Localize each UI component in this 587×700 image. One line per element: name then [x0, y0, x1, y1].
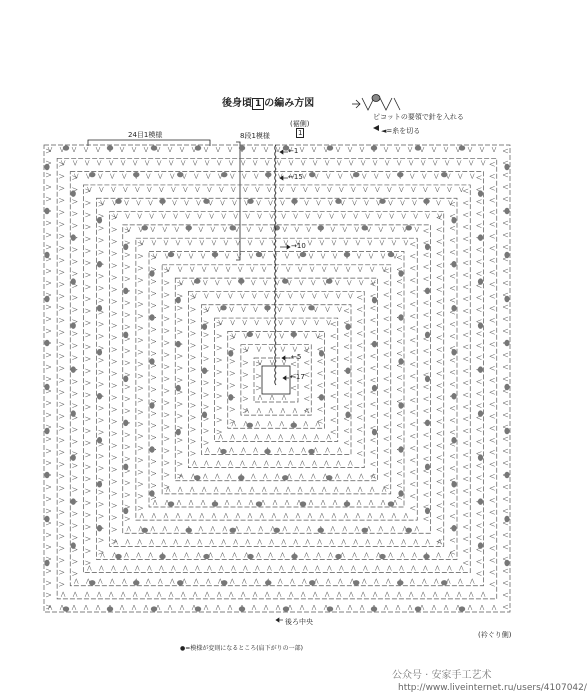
picot-dot — [123, 508, 128, 514]
picot-dot — [212, 501, 218, 506]
picot-legend-icon — [352, 95, 400, 111]
picot-dot — [123, 288, 128, 294]
picot-dot — [415, 145, 421, 150]
picot-dot — [159, 199, 165, 204]
picot-dot — [326, 475, 332, 480]
picot-dot — [423, 199, 429, 204]
picot-dot — [115, 554, 121, 559]
row-label-15: ←15 — [288, 173, 303, 181]
picot-dot — [425, 420, 430, 426]
picot-dot — [149, 490, 154, 496]
picot-dot — [451, 393, 456, 399]
pattern-24-label: 24目1模様 — [128, 131, 163, 139]
picot-dot — [327, 145, 333, 150]
picot-dot — [388, 252, 394, 257]
picot-dot — [44, 208, 49, 214]
picot-dot — [478, 190, 483, 196]
picot-dot — [247, 423, 253, 428]
picot-dot — [195, 606, 201, 611]
picot-dot — [71, 278, 76, 284]
picot-dot — [335, 554, 341, 559]
picot-dot — [107, 606, 113, 611]
picot-dot — [319, 350, 324, 356]
url-watermark: http://www.liveinternet.ru/users/4107042/ — [398, 683, 587, 693]
picot-dot — [344, 501, 350, 506]
picot-dot — [504, 252, 509, 258]
picot-dot — [415, 606, 421, 611]
picot-dot — [283, 606, 289, 611]
picot-dot — [247, 554, 253, 559]
picot-dot — [123, 332, 128, 338]
picot-dot — [451, 481, 456, 487]
picot-dot — [44, 296, 49, 302]
picot-dot — [353, 172, 359, 177]
picot-dot — [97, 525, 102, 531]
picot-dot — [176, 429, 181, 435]
picot-dot — [398, 270, 403, 276]
start-box-number: 1 — [298, 129, 303, 137]
picot-dot — [397, 580, 403, 585]
picot-dot — [308, 305, 314, 310]
picot-dot — [256, 501, 262, 506]
round-8 — [162, 265, 391, 494]
irregular-note: ●=模様が変則になるところ(肩下がりの一部) — [180, 645, 303, 652]
picot-dot — [318, 225, 324, 230]
picot-dot — [425, 244, 430, 250]
picot-dot — [44, 164, 49, 170]
picot-dot — [239, 606, 245, 611]
picot-dot — [149, 358, 154, 364]
picot-dot — [221, 172, 227, 177]
picot-dot — [212, 252, 218, 257]
picot-dot — [309, 580, 315, 585]
picot-dot — [71, 498, 76, 504]
row-label-5: ←5 — [291, 353, 302, 361]
round-13 — [97, 198, 458, 559]
picot-dot — [97, 349, 102, 355]
picot-dot — [478, 234, 483, 240]
picot-dot — [478, 454, 483, 460]
picot-dot — [71, 366, 76, 372]
picot-dot — [344, 252, 350, 257]
picot-dot — [406, 225, 412, 230]
round-9 — [149, 252, 404, 508]
picot-dot — [451, 217, 456, 223]
picot-dot — [194, 279, 200, 284]
picot-dot — [238, 279, 244, 284]
picot-dot — [202, 324, 207, 330]
picot-dot — [71, 410, 76, 416]
picot-dot — [247, 332, 253, 337]
picot-dot — [372, 297, 377, 303]
picot-dot — [44, 428, 49, 434]
picot-dot — [149, 314, 154, 320]
picot-dot — [202, 368, 207, 374]
picot-dot — [71, 454, 76, 460]
picot-dot — [300, 252, 306, 257]
picot-dot — [504, 560, 509, 566]
picot-dot — [478, 322, 483, 328]
picot-dot — [309, 172, 315, 177]
picot-dot — [362, 528, 368, 533]
picot-dot — [504, 340, 509, 346]
cut-legend-icon — [373, 125, 379, 131]
picot-dot — [291, 423, 297, 428]
picot-dot — [425, 464, 430, 470]
picot-dot — [504, 384, 509, 390]
picot-dot — [220, 305, 226, 310]
picot-dot — [97, 261, 102, 267]
picot-dot — [353, 580, 359, 585]
picot-dot — [247, 199, 253, 204]
picot-dot — [264, 305, 270, 310]
picot-dot — [291, 199, 297, 204]
picot-dot — [372, 341, 377, 347]
picot-dot — [133, 580, 139, 585]
picot-dot — [441, 172, 447, 177]
picot-legend-text: ピコットの要領で針を入れる — [373, 113, 464, 121]
picot-dot — [274, 528, 280, 533]
picot-dot — [221, 580, 227, 585]
title-box-number: 1 — [252, 98, 264, 110]
picot-dot — [478, 542, 483, 548]
picot-dot — [176, 341, 181, 347]
picot-dot — [44, 340, 49, 346]
picot-dot — [371, 145, 377, 150]
picot-dot — [107, 145, 113, 150]
picot-dot — [300, 501, 306, 506]
picot-dot — [63, 606, 69, 611]
picot-dot — [97, 393, 102, 399]
picot-dot — [142, 225, 148, 230]
picot-dot — [149, 270, 154, 276]
picot-dot — [441, 580, 447, 585]
round-15 — [70, 172, 483, 586]
picot-dot — [202, 412, 207, 418]
picot-dot — [177, 580, 183, 585]
picot-dot — [256, 252, 262, 257]
picot-dot — [264, 449, 270, 454]
picot-dot — [71, 234, 76, 240]
picot-dot — [186, 528, 192, 533]
picot-dot — [89, 580, 95, 585]
picot-dot — [97, 481, 102, 487]
picot-dot — [371, 606, 377, 611]
picot-dot — [425, 332, 430, 338]
picot-dot — [425, 508, 430, 514]
picot-dot — [398, 402, 403, 408]
picot-dot — [423, 554, 429, 559]
picot-dot — [44, 516, 49, 522]
picot-dot — [504, 516, 509, 522]
picot-dot — [230, 225, 236, 230]
picot-dot — [335, 199, 341, 204]
picot-dot — [425, 288, 430, 294]
round-5 — [202, 305, 352, 455]
picot-dot — [97, 437, 102, 443]
picot-dot — [291, 554, 297, 559]
picot-dot — [89, 172, 95, 177]
wechat-watermark: 公众号 · 安家手工艺术 — [392, 670, 492, 681]
picot-dot — [478, 498, 483, 504]
picot-dot — [63, 145, 69, 150]
picot-dot — [345, 324, 350, 330]
center-back-label: 後ろ中央 — [285, 618, 313, 626]
picot-dot — [186, 225, 192, 230]
picot-dot — [44, 472, 49, 478]
center-pointer — [276, 618, 283, 622]
picot-dot — [133, 172, 139, 177]
picot-dot — [220, 449, 226, 454]
picot-dot — [478, 366, 483, 372]
picot-dot — [308, 449, 314, 454]
title-prefix: 後身頃 — [222, 98, 252, 109]
picot-dot — [451, 525, 456, 531]
picot-dot — [282, 279, 288, 284]
picot-dot — [71, 542, 76, 548]
picot-dot — [176, 385, 181, 391]
row-label-10: →10 — [291, 242, 306, 250]
title-suffix: の編み方図 — [264, 98, 315, 109]
picot-dot — [504, 428, 509, 434]
picot-dot — [97, 217, 102, 223]
picot-dot — [459, 145, 465, 150]
picot-dot — [504, 164, 509, 170]
picot-dot — [425, 376, 430, 382]
picot-dot — [451, 261, 456, 267]
picot-dot — [71, 322, 76, 328]
picot-dot — [362, 225, 368, 230]
neck-side-label: (衿ぐり側) — [478, 631, 512, 639]
picot-dot — [194, 475, 200, 480]
picot-dot — [345, 368, 350, 374]
picot-dot — [228, 350, 233, 356]
picot-dot — [123, 420, 128, 426]
picot-dot — [397, 172, 403, 177]
picot-dot — [176, 297, 181, 303]
picot-dot — [398, 358, 403, 364]
picot-dot — [398, 490, 403, 496]
picot-dot — [44, 560, 49, 566]
row-label-1: ←1 — [288, 147, 299, 155]
row-label-17: ←17 — [290, 373, 305, 381]
picot-dot — [151, 145, 157, 150]
picot-dot — [203, 554, 209, 559]
picot-dot — [177, 172, 183, 177]
picot-dot — [398, 314, 403, 320]
cut-legend-text: ◄=糸を切る — [381, 127, 421, 135]
picot-dot — [379, 554, 385, 559]
picot-dot — [282, 475, 288, 480]
picot-dot — [230, 528, 236, 533]
picot-dot — [123, 376, 128, 382]
picot-dot — [478, 278, 483, 284]
picot-dot — [504, 472, 509, 478]
picot-dot — [228, 394, 233, 400]
picot-dot — [239, 145, 245, 150]
picot-dot — [44, 252, 49, 258]
picot-dot — [372, 385, 377, 391]
picot-dot — [195, 145, 201, 150]
picot-dot — [318, 528, 324, 533]
round-12 — [110, 212, 444, 547]
picot-dot — [151, 606, 157, 611]
hem-side-label: (裾側) — [290, 120, 310, 128]
picot-dot — [504, 296, 509, 302]
picot-dot — [388, 501, 394, 506]
picot-dot — [398, 446, 403, 452]
concentric-rounds — [44, 145, 510, 612]
picot-dot — [406, 528, 412, 533]
picot-dot — [504, 208, 509, 214]
picot-dot — [115, 199, 121, 204]
picot-dot — [451, 349, 456, 355]
picot-dot — [71, 190, 76, 196]
picot-dot — [149, 402, 154, 408]
picot-dot — [319, 394, 324, 400]
picot-dot — [123, 464, 128, 470]
picot-dot — [123, 244, 128, 250]
round-17 — [44, 145, 510, 612]
picot-dot — [265, 172, 271, 177]
picot-dot — [97, 305, 102, 311]
picot-dot — [379, 199, 385, 204]
picot-dot — [168, 252, 174, 257]
picot-dot — [203, 199, 209, 204]
picot-dot — [168, 501, 174, 506]
round-7 — [175, 278, 377, 481]
picot-dot — [291, 332, 297, 337]
picot-dot — [142, 528, 148, 533]
picot-dot — [44, 384, 49, 390]
picot-dot — [327, 606, 333, 611]
picot-dot — [238, 475, 244, 480]
picot-dot — [451, 305, 456, 311]
picot-dot — [372, 429, 377, 435]
round-3 — [228, 331, 325, 428]
picot-dot — [451, 437, 456, 443]
picot-dot — [478, 410, 483, 416]
picot-dot — [345, 412, 350, 418]
picot-dot — [159, 554, 165, 559]
picot-dot — [265, 580, 271, 585]
pattern-8-label: 8段1模様 — [240, 132, 270, 140]
picot-dot — [459, 606, 465, 611]
picot-dot — [326, 279, 332, 284]
picot-dot — [149, 446, 154, 452]
